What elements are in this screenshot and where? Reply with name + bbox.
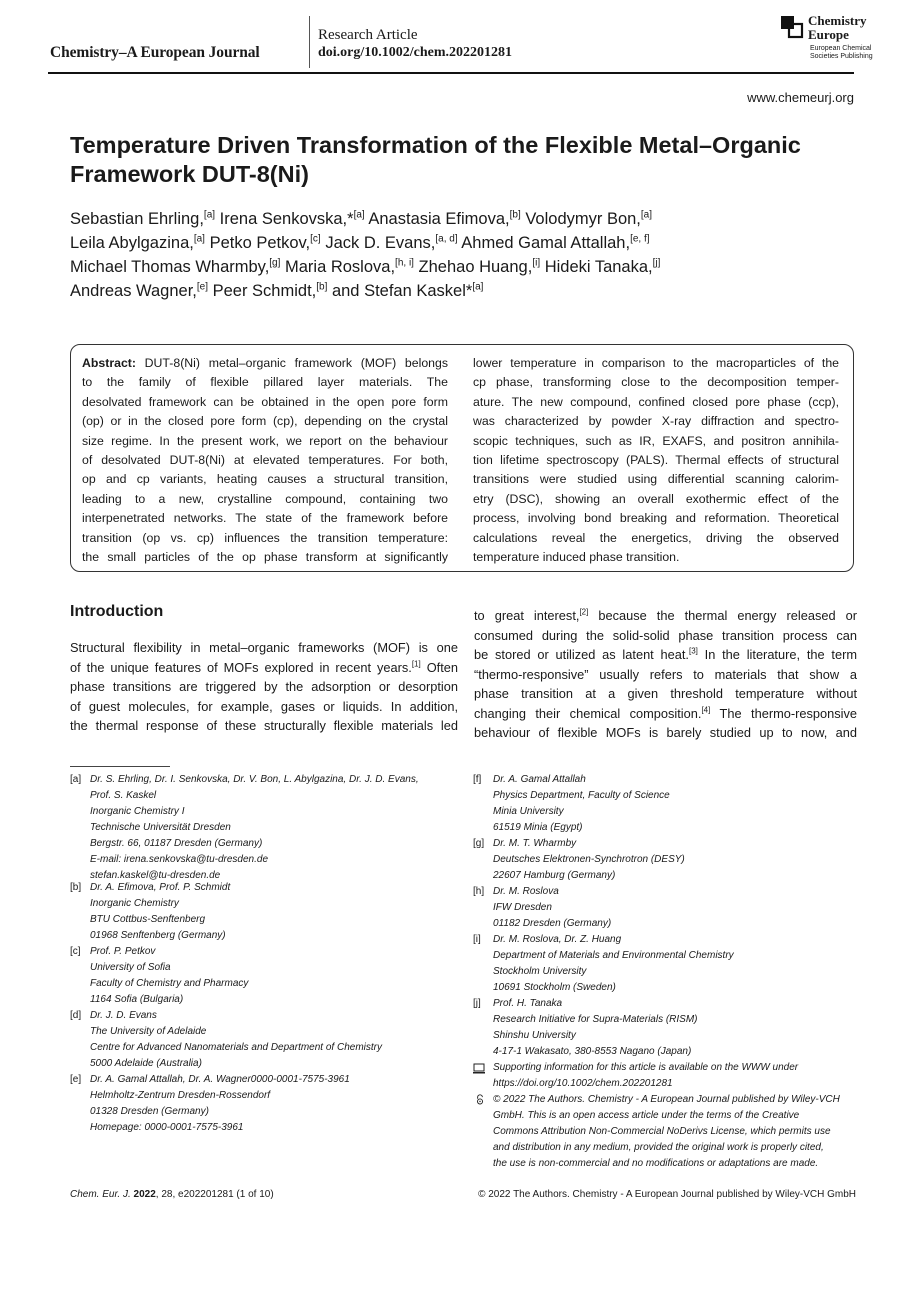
author-name: Andreas Wagner, <box>70 282 197 300</box>
affiliation-line: Physics Department, Faculty of Science <box>493 790 670 801</box>
author-affiliation-mark: [a] <box>472 281 484 293</box>
supporting-info-line: https://doi.org/10.1002/chem.202201281 <box>493 1078 673 1089</box>
footer-citation <box>70 1189 274 1200</box>
affiliation-line: Research Initiative for Supra-Materials (RISM) <box>493 1014 698 1025</box>
author-affiliation-mark: [e] <box>196 281 209 293</box>
affiliation-tag: [h] <box>473 886 485 897</box>
body-text-line <box>474 626 857 646</box>
affiliation-line: Dr. M. Roslova <box>493 886 559 897</box>
author-affiliation-mark: [a] <box>640 209 653 221</box>
body-text-line <box>70 677 458 697</box>
affiliation-line: University of Sofia <box>90 962 171 973</box>
abstract-text: leading to a new, crystalline compound, containing two <box>82 491 448 506</box>
affiliation-line: 4-17-1 Wakasato, 380-8553 Nagano (Japan) <box>493 1046 692 1057</box>
affiliation-tag: [a] <box>70 774 82 785</box>
affiliation-line: Minia University <box>493 806 564 817</box>
author-affiliation-mark: [h, i] <box>395 257 414 269</box>
affiliation-line: 10691 Stockholm (Sweden) <box>493 982 616 993</box>
publisher-name-line2: Europe <box>808 27 849 42</box>
supporting-info-block <box>473 1060 853 1092</box>
abstract-line <box>473 529 839 548</box>
body-text: The thermo-responsive <box>710 705 857 721</box>
abstract-text: of desolvated DUT-8(Ni) at elevated temperatures. For both, <box>82 452 448 467</box>
affiliation-line: Deutsches Elektronen-Synchrotron (DESY) <box>493 854 685 865</box>
abstract-line <box>473 412 839 431</box>
affiliation-line: E-mail: irena.senkovska@tu-dresden.de <box>90 854 269 865</box>
affiliation-tag: [f] <box>473 774 482 785</box>
abstract-text: was characterized by powder X-ray diffraction and spectro- <box>473 414 839 429</box>
author-name: Michael Thomas Wharmby, <box>70 258 270 276</box>
abstract-text: lower temperature in comparison to the macroparticles of the <box>473 356 839 370</box>
abstract-text: the small particles of the op phase transform at significantly <box>82 549 448 564</box>
abstract-text: interpenetrated networks. The state of the framework before <box>82 511 448 526</box>
body-text-line <box>474 665 857 685</box>
abstract-text: calculations reveal the energetics, driving the observed <box>473 530 839 545</box>
affiliation-block <box>473 836 853 884</box>
author-affiliation-mark: [c] <box>310 233 321 245</box>
supporting-info-line: Supporting information for this article is available on the WWW under <box>493 1062 799 1073</box>
footer-year: 2022 <box>133 1189 156 1200</box>
author-name: Hideki Tanaka, <box>544 258 653 276</box>
body-text: In the literature, the term <box>697 647 857 662</box>
abstract-line <box>473 373 839 392</box>
abstract-text: temperature induced phase transition. <box>473 549 680 564</box>
body-text: of guest molecules, for example, gases or liquids. In addition, <box>70 698 458 714</box>
affiliation-line: 1164 Sofia (Bulgaria) <box>90 994 184 1005</box>
body-text-line <box>474 645 857 665</box>
body-text: the thermal response of these structurally flexible materials led <box>70 718 458 733</box>
affiliation-block <box>473 932 853 996</box>
affiliation-line: The University of Adelaide <box>90 1026 207 1037</box>
introduction-right-column <box>474 606 857 743</box>
affiliation-line: Centre for Advanced Nanomaterials and Department of Chemistry <box>90 1042 382 1053</box>
abstract-left-column <box>82 354 448 567</box>
body-text: Structural flexibility in metal–organic frameworks (MOF) is one <box>70 640 458 655</box>
affiliation-line: Technische Universität Dresden <box>90 822 231 833</box>
author-name: Volodymyr Bon, <box>525 210 641 228</box>
affiliation-line: 61519 Minia (Egypt) <box>493 822 583 833</box>
abstract-line <box>473 451 839 470</box>
body-text: to great interest, <box>474 608 580 623</box>
author-name: Anastasia Efimova, <box>368 210 510 228</box>
citation-reference: [4] <box>701 705 711 715</box>
abstract-line <box>82 490 448 509</box>
affiliation-tag: [j] <box>473 998 481 1009</box>
affiliation-line: Dr. J. D. Evans <box>90 1010 157 1021</box>
body-text: behaviour of flexible MOFs is barely studied up to now, and <box>474 725 857 740</box>
chemistry-europe-logo-icon <box>780 15 804 39</box>
abstract-line <box>82 412 448 431</box>
affiliation-tag: [c] <box>70 946 81 957</box>
affiliation-line: Dr. S. Ehrling, Dr. I. Senkovska, Dr. V. Bon, L. Abylgazina, Dr. J. D. Evans, <box>90 774 419 785</box>
introduction-heading: Introduction <box>70 603 164 620</box>
author-name: Peer Schmidt, <box>212 282 317 300</box>
affiliation-line: Shinshu University <box>493 1030 576 1041</box>
abstract-line <box>82 393 448 412</box>
affiliation-line: Dr. A. Gamal Attallah <box>493 774 586 785</box>
affiliation-block <box>70 880 450 944</box>
abstract-text: process, involving bond breaking and reformation. Theoretical <box>473 511 839 526</box>
abstract-label: Abstract: <box>82 356 136 370</box>
affiliation-line: 22607 Hamburg (Germany) <box>493 870 616 881</box>
affiliation-line: Helmholtz-Zentrum Dresden-Rossendorf <box>90 1090 271 1101</box>
author-affiliation-mark: [a, d] <box>435 233 458 245</box>
citation-reference: [1] <box>411 659 421 669</box>
affiliation-line: Prof. H. Tanaka <box>493 998 563 1009</box>
body-text: because the thermal energy released or <box>588 608 857 623</box>
abstract-line <box>82 470 448 489</box>
author-name: Ahmed Gamal Attallah, <box>461 234 631 252</box>
abstract-line <box>473 548 839 567</box>
abstract-text: desolvated framework can be obtained in the open pore form <box>82 394 448 409</box>
author-name: Jack D. Evans, <box>325 234 436 252</box>
body-text: changing their chemical composition. <box>474 705 702 721</box>
publisher-subtitle-line2: Societies Publishing <box>810 53 873 60</box>
license-line: © 2022 The Authors. Chemistry - A European Journal published by Wiley-VCH <box>493 1094 840 1105</box>
affiliation-block <box>473 884 853 932</box>
affiliation-line: 01968 Senftenberg (Germany) <box>90 930 226 941</box>
footnote-rule <box>70 766 170 767</box>
abstract-line <box>82 432 448 451</box>
body-text-line <box>474 606 857 626</box>
footer-volume-pages: , 28, e202201281 (1 of 10) <box>155 1189 274 1200</box>
body-text: phase transitions are triggered by the adsorption or desorption <box>70 679 458 694</box>
abstract-line <box>473 509 839 528</box>
affiliation-line: IFW Dresden <box>493 902 552 913</box>
author-affiliation-mark: [a] <box>353 209 365 221</box>
footer-journal-abbrev: Chem. Eur. J. <box>70 1189 134 1200</box>
affiliation-tag: [i] <box>473 934 481 945</box>
abstract-line <box>82 451 448 470</box>
author-affiliation-mark: [a] <box>193 233 205 245</box>
affiliations-left <box>70 772 450 1132</box>
abstract-right-column <box>473 354 839 567</box>
abstract-text: (op) or in the closed pore form (cp), depending on the crystal <box>82 414 448 429</box>
author-affiliation-mark: [b] <box>509 209 521 221</box>
abstract-line <box>82 354 448 373</box>
affiliation-tag: [d] <box>70 1010 82 1021</box>
affiliation-block <box>70 1072 450 1136</box>
affiliation-tag: [e] <box>70 1074 82 1085</box>
affiliation-line: stefan.kaskel@tu-dresden.de <box>90 870 221 881</box>
affiliation-block <box>70 1008 450 1072</box>
journal-website-link[interactable]: www.chemeurj.org <box>747 90 854 105</box>
body-text-line <box>474 723 857 743</box>
citation-reference: [2] <box>579 607 589 617</box>
affiliation-line: Stockholm University <box>493 966 587 977</box>
affiliation-block <box>70 944 450 1008</box>
affiliation-line: Dr. M. T. Wharmby <box>493 838 577 849</box>
affiliation-line: BTU Cottbus-Senftenberg <box>90 914 206 925</box>
abstract-line <box>473 354 839 373</box>
body-text-line <box>474 684 857 704</box>
affiliation-line: Bergstr. 66, 01187 Dresden (Germany) <box>90 838 263 849</box>
abstract-line <box>82 373 448 392</box>
license-line: Commons Attribution Non-Commercial NoDerivs License, which permits use <box>493 1126 831 1137</box>
author-name: Irena Senkovska,* <box>219 210 354 228</box>
affiliation-line: Inorganic Chemistry I <box>90 806 185 817</box>
abstract-line <box>473 432 839 451</box>
abstract-line <box>82 548 448 567</box>
journal-name: Chemistry–A European Journal <box>50 44 260 61</box>
abstract-text: ature. The new compound, confined closed pore phase (ccp), <box>473 394 839 409</box>
affiliation-line: Faculty of Chemistry and Pharmacy <box>90 978 249 989</box>
author-affiliation-mark: [e, f] <box>630 233 650 245</box>
body-text: consumed during the solid-solid phase transition process can <box>474 627 857 643</box>
author-name: Petko Petkov, <box>209 234 311 252</box>
header-separator <box>309 16 310 68</box>
affiliation-block <box>70 772 450 884</box>
publisher-name-line1: Chemistry <box>808 13 867 28</box>
author-affiliation-mark: [b] <box>316 281 328 293</box>
abstract-text: tion lifetime spectroscopy (PALS). Thermal effects of structural <box>473 452 839 467</box>
abstract-text: etry (DSC), showing an overall exothermic effect of the <box>473 491 839 506</box>
body-text-line <box>70 638 458 658</box>
body-text: be stored or utilized as latent heat. <box>474 647 689 662</box>
introduction-left-column <box>70 638 458 736</box>
author-name: Maria Roslova, <box>285 258 396 276</box>
affiliation-line: Dr. A. Gamal Attallah, Dr. A. Wagner0000-0001-7575-3961 <box>90 1074 350 1085</box>
affiliation-tag: [g] <box>473 838 485 849</box>
publisher-subtitle-line1: European Chemical <box>810 45 872 52</box>
affiliation-line: Department of Materials and Environmental Chemistry <box>493 950 734 961</box>
affiliation-tag: [b] <box>70 882 82 893</box>
author-affiliation-mark: [g] <box>269 257 281 269</box>
abstract-line <box>82 509 448 528</box>
abstract-text: op and cp variants, heating causes a structural transition, <box>82 472 448 487</box>
abstract-line <box>473 393 839 412</box>
affiliation-line: 5000 Adelaide (Australia) <box>90 1058 202 1069</box>
abstract-text: transition (op vs. cp) influences the transition temperature: <box>82 530 448 545</box>
affiliation-line: Prof. S. Kaskel <box>90 790 157 801</box>
author-name: Sebastian Ehrling, <box>70 210 204 228</box>
author-affiliation-mark: [i] <box>532 257 541 269</box>
body-text: phase transition at a given threshold temperature without <box>474 686 857 701</box>
author-affiliation-mark: [a] <box>203 209 216 221</box>
abstract-text: size regime. In the present work, we report on the behaviour <box>82 433 448 448</box>
article-title: Temperature Driven Transformation of the Flexible Metal–Organic Framework DUT-8(Ni) <box>70 132 801 187</box>
license-line: GmbH. This is an open access article under the terms of the Creative <box>493 1110 800 1121</box>
doi-link[interactable]: doi.org/10.1002/chem.202201281 <box>318 45 513 60</box>
license-line: the use is non-commercial and no modifications or adaptations are made. <box>493 1158 819 1169</box>
author-name: and Stefan Kaskel* <box>331 282 473 300</box>
abstract-text: transitions were studied using differential scanning calorim- <box>473 472 839 487</box>
affiliation-block <box>473 996 853 1060</box>
citation-reference: [3] <box>688 646 698 656</box>
affiliation-line: 01182 Dresden (Germany) <box>493 918 612 929</box>
abstract-line <box>473 470 839 489</box>
affiliation-line: Prof. P. Petkov <box>90 946 156 957</box>
affiliation-line: Homepage: 0000-0001-7575-3961 <box>90 1122 244 1133</box>
body-text-line <box>70 716 458 736</box>
computer-icon <box>473 1063 485 1074</box>
affiliation-block <box>473 772 853 836</box>
affiliation-line: Inorganic Chemistry <box>90 898 179 909</box>
author-affiliation-mark: [j] <box>652 257 661 269</box>
footer-copyright: © 2022 The Authors. Chemistry - A European Journal published by Wiley-VCH GmbH <box>478 1189 856 1200</box>
author-name: Leila Abylgazina, <box>70 234 194 252</box>
body-text: Often <box>420 659 458 675</box>
body-text-line <box>474 704 857 724</box>
affiliation-line: 01328 Dresden (Germany) <box>90 1106 209 1117</box>
license-line: and distribution in any medium, provided the original work is properly cited, <box>493 1142 824 1153</box>
body-text: of the unique features of MOFs explored in recent years. <box>70 659 412 675</box>
author-name: Zhehao Huang, <box>418 258 533 276</box>
article-type: Research Article <box>318 27 418 43</box>
affiliations-right <box>473 772 863 1172</box>
body-text-line <box>70 658 458 678</box>
abstract-text: DUT-8(Ni) metal–organic framework (MOF) belongs <box>135 356 448 370</box>
affiliation-line: Dr. A. Efimova, Prof. P. Schmidt <box>90 882 231 893</box>
abstract-line <box>82 529 448 548</box>
abstract-text: cp phase, transforming close to the decomposition temper- <box>473 375 839 390</box>
affiliation-line: Dr. M. Roslova, Dr. Z. Huang <box>493 934 622 945</box>
header-rule <box>48 72 854 74</box>
open-access-icon <box>474 1094 486 1105</box>
license-block <box>473 1092 853 1172</box>
abstract-line <box>473 490 839 509</box>
abstract-text: scopic techniques, such as IR, EXAFS, and positron annihila- <box>473 433 839 448</box>
body-text-line <box>70 697 458 717</box>
abstract-text: to the family of flexible pillared layer materials. The <box>82 375 448 390</box>
body-text: “thermo-responsive” usually refers to materials that show a <box>474 666 857 682</box>
author-list <box>70 207 870 303</box>
